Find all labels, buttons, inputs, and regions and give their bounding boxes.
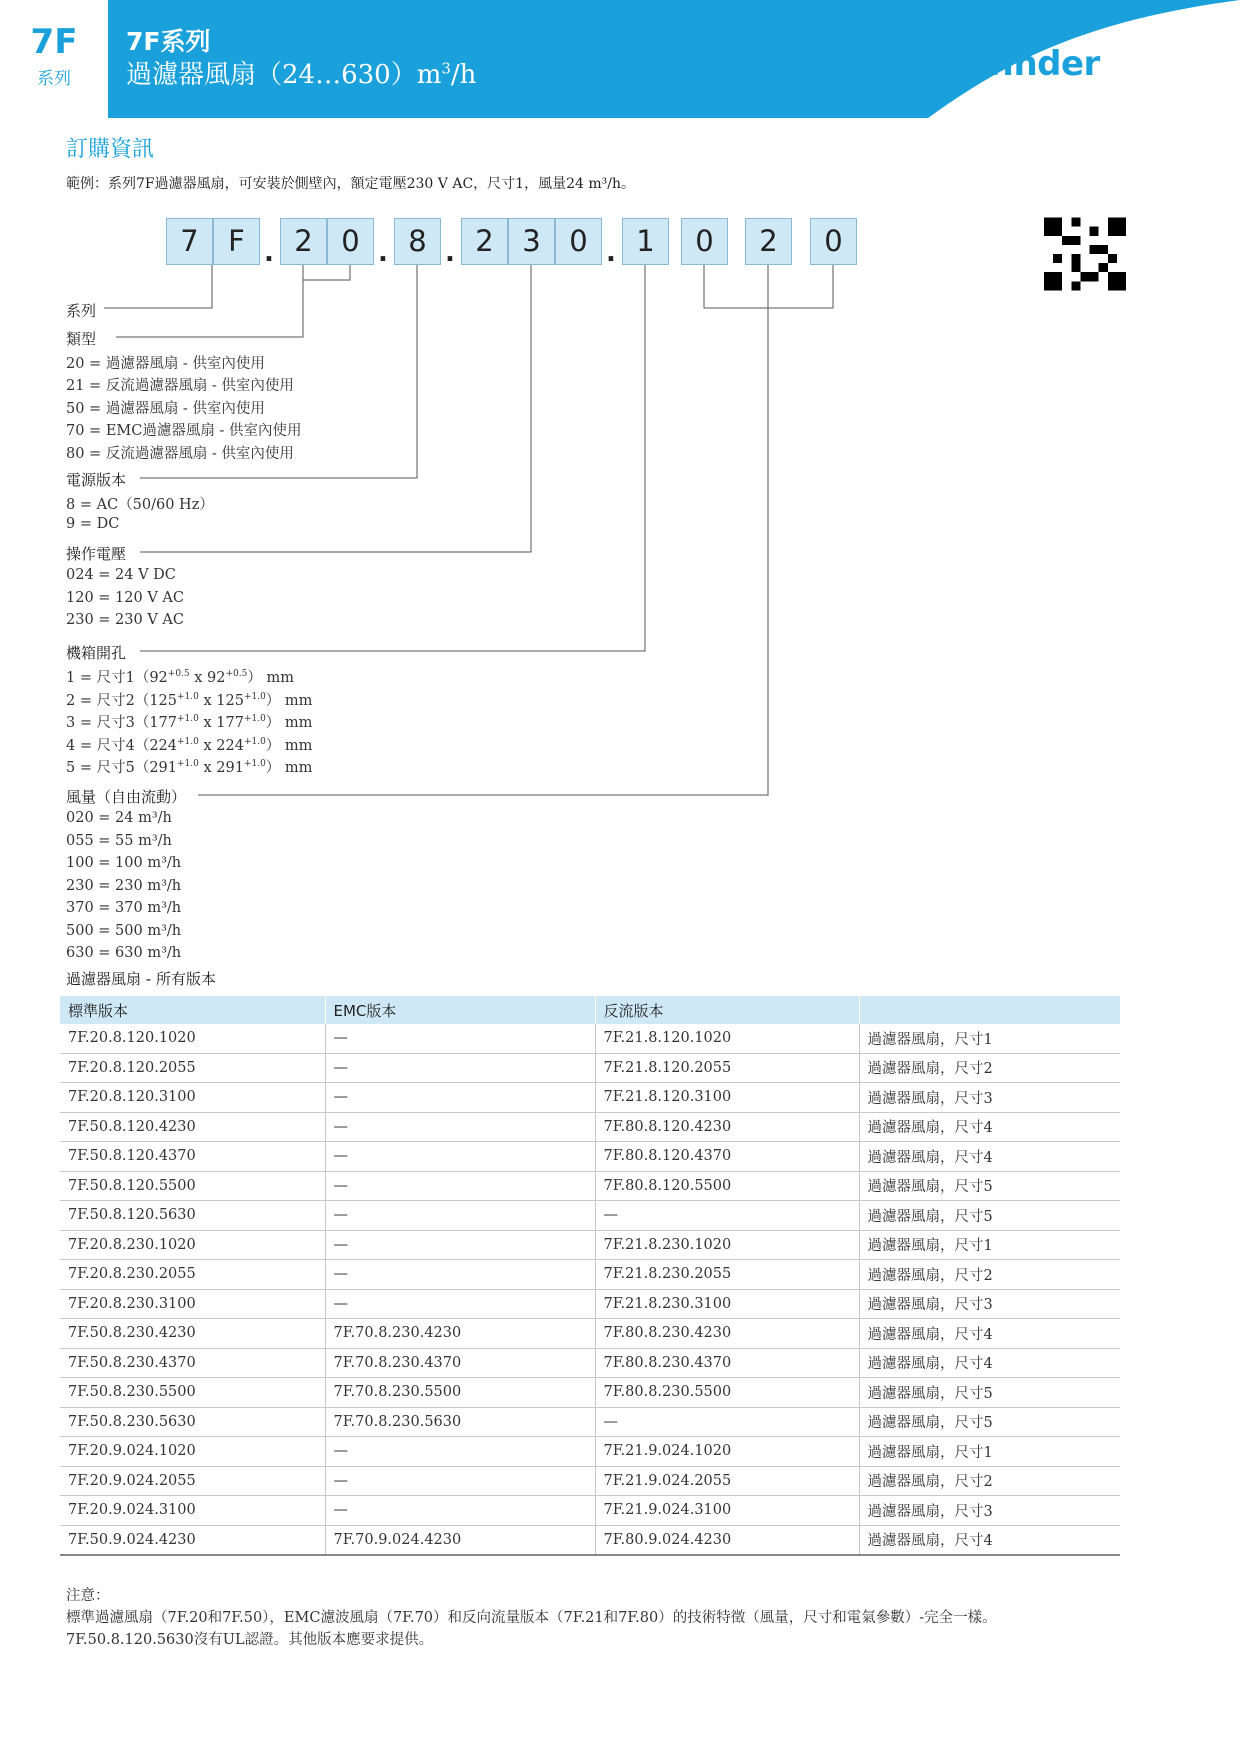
cell-emc: — <box>325 1024 595 1053</box>
cell-emc: 7F.70.8.230.4230 <box>325 1319 595 1349</box>
cell-standard: 7F.20.9.024.3100 <box>60 1496 325 1526</box>
table-row <box>60 1407 1120 1437</box>
code-dot: . <box>378 238 388 268</box>
code-char-4: 0 <box>327 218 374 265</box>
qr-code <box>1044 217 1126 291</box>
group-cutout-title: 機箱開孔 <box>66 642 132 663</box>
code-char-1: 7 <box>166 218 213 265</box>
header-title: 7F系列 <box>126 27 211 56</box>
cell-description: 過濾器風扇，尺寸2 <box>859 1053 1120 1083</box>
cell-reverse: 7F.21.9.024.1020 <box>595 1437 859 1467</box>
power-option: 8 = AC（50/60 Hz） <box>66 497 214 513</box>
cell-reverse: 7F.21.9.024.3100 <box>595 1496 859 1526</box>
cell-description: 過濾器風扇，尺寸4 <box>859 1319 1120 1349</box>
table-row <box>60 1525 1120 1555</box>
group-type-title: 類型 <box>66 328 102 349</box>
code-char-10: 0 <box>681 218 728 265</box>
cell-standard: 7F.50.8.120.4230 <box>60 1112 325 1142</box>
group-airflow-title: 風量（自由流動） <box>66 786 192 807</box>
cell-emc: — <box>325 1289 595 1319</box>
cell-reverse: 7F.21.8.120.3100 <box>595 1083 859 1113</box>
code-dot: . <box>445 238 455 268</box>
cell-standard: 7F.20.9.024.2055 <box>60 1466 325 1496</box>
type-option: 70 = EMC過濾器風扇 - 供室內使用 <box>66 423 302 439</box>
cell-reverse: 7F.21.8.230.1020 <box>595 1230 859 1260</box>
airflow-option: 100 = 100 m³/h <box>66 855 182 871</box>
voltage-option: 230 = 230 V AC <box>66 612 184 628</box>
cell-standard: 7F.50.8.230.4370 <box>60 1348 325 1378</box>
cell-emc: 7F.70.8.230.4370 <box>325 1348 595 1378</box>
cutout-option: 5 = 尺寸$5(291^{+1.0}$ x $291^{+1.0}$） mm <box>66 759 313 776</box>
code-char-9: 1 <box>622 218 669 265</box>
table-title: 過濾器風扇 - 所有版本 <box>66 970 216 988</box>
cell-emc: — <box>325 1053 595 1083</box>
airflow-option: 370 = 370 m³/h <box>66 900 182 916</box>
cutout-option: 3 = 尺寸$3(177^{+1.0}$ x $177^{+1.0}$） mm <box>66 714 313 731</box>
voltage-option: 120 = 120 V AC <box>66 590 184 606</box>
table-row <box>60 1319 1120 1349</box>
cell-description: 過濾器風扇，尺寸2 <box>859 1260 1120 1290</box>
cutout-option: 1 = 尺寸$1(92^{+0.5}$ x $92^{+0.5}$） mm <box>66 669 294 686</box>
type-option: 20 = 過濾器風扇 - 供室內使用 <box>66 356 265 372</box>
cell-emc: 7F.70.8.230.5500 <box>325 1378 595 1408</box>
cell-standard: 7F.20.8.120.3100 <box>60 1083 325 1113</box>
cell-emc: — <box>325 1230 595 1260</box>
cell-description: 過濾器風扇，尺寸1 <box>859 1230 1120 1260</box>
cell-description: 過濾器風扇，尺寸1 <box>859 1437 1120 1467</box>
cell-emc: — <box>325 1437 595 1467</box>
table-row <box>60 1024 1120 1053</box>
airflow-option: 630 = 630 m³/h <box>66 945 182 961</box>
cell-emc: — <box>325 1466 595 1496</box>
table-row <box>60 1053 1120 1083</box>
cell-emc: — <box>325 1201 595 1231</box>
cell-emc: — <box>325 1171 595 1201</box>
cell-emc: — <box>325 1260 595 1290</box>
cell-standard: 7F.20.8.120.1020 <box>60 1024 325 1053</box>
cell-emc: — <box>325 1112 595 1142</box>
code-char-5: 8 <box>394 218 441 265</box>
airflow-option: 500 = 500 m³/h <box>66 923 182 939</box>
cell-description: 過濾器風扇，尺寸4 <box>859 1142 1120 1172</box>
type-option: 21 = 反流過濾器風扇 - 供室內使用 <box>66 378 294 394</box>
cell-reverse: 7F.21.8.230.3100 <box>595 1289 859 1319</box>
table-row <box>60 1201 1120 1231</box>
cell-description: 過濾器風扇，尺寸3 <box>859 1083 1120 1113</box>
col-header-description <box>859 996 1120 1024</box>
code-dot: . <box>264 238 274 268</box>
cell-reverse: 7F.21.8.120.1020 <box>595 1024 859 1053</box>
col-header-reverse: 反流版本 <box>595 996 859 1024</box>
cell-description: 過濾器風扇，尺寸5 <box>859 1201 1120 1231</box>
cell-description: 過濾器風扇，尺寸5 <box>859 1407 1120 1437</box>
cell-reverse: — <box>595 1201 859 1231</box>
header-series-block <box>0 0 108 118</box>
cell-emc: 7F.70.9.024.4230 <box>325 1525 595 1555</box>
airflow-option: 020 = 24 m³/h <box>66 810 172 826</box>
table-row <box>60 1378 1120 1408</box>
cell-description: 過濾器風扇，尺寸3 <box>859 1289 1120 1319</box>
table-row <box>60 1466 1120 1496</box>
notes-line: 7F.50.8.120.5630沒有UL認證。其他版本應要求提供。 <box>66 1632 434 1648</box>
table-row <box>60 1260 1120 1290</box>
cell-emc: — <box>325 1496 595 1526</box>
col-header-emc: EMC版本 <box>325 996 595 1024</box>
cell-standard: 7F.20.8.120.2055 <box>60 1053 325 1083</box>
code-char-3: 2 <box>280 218 327 265</box>
code-char-12: 0 <box>810 218 857 265</box>
cell-description: 過濾器風扇，尺寸5 <box>859 1171 1120 1201</box>
cell-reverse: — <box>595 1407 859 1437</box>
header-subtitle: 過濾器風扇$(24\dots 630)m^3/h$ <box>126 59 477 90</box>
voltage-option: 024 = 24 V DC <box>66 567 176 583</box>
notes <box>66 1585 997 1651</box>
cell-emc: 7F.70.8.230.5630 <box>325 1407 595 1437</box>
ordering-example: 範例：系列7F過濾器風扇，可安裝於側壁內，額定電壓230 V AC，尺寸1，風量24 m³/h。 <box>66 176 635 192</box>
series-code: 7F <box>30 22 78 62</box>
cell-reverse: 7F.21.8.120.2055 <box>595 1053 859 1083</box>
cell-description: 過濾器風扇，尺寸4 <box>859 1348 1120 1378</box>
group-power-title: 電源版本 <box>66 469 132 490</box>
cell-reverse: 7F.21.8.230.2055 <box>595 1260 859 1290</box>
cell-reverse: 7F.80.9.024.4230 <box>595 1525 859 1555</box>
cell-reverse: 7F.80.8.120.4370 <box>595 1142 859 1172</box>
code-char-11: 2 <box>745 218 792 265</box>
col-header-standard: 標準版本 <box>60 996 325 1024</box>
cell-description: 過濾器風扇，尺寸2 <box>859 1466 1120 1496</box>
cell-emc: — <box>325 1142 595 1172</box>
cell-reverse: 7F.80.8.230.4370 <box>595 1348 859 1378</box>
cutout-option: 4 = 尺寸$4(224^{+1.0}$ x $224^{+1.0}$） mm <box>66 737 313 754</box>
table-row <box>60 1437 1120 1467</box>
cell-description: 過濾器風扇，尺寸1 <box>859 1024 1120 1053</box>
cell-standard: 7F.50.8.120.5500 <box>60 1171 325 1201</box>
group-series-title: 系列 <box>66 300 102 321</box>
table-row <box>60 1496 1120 1526</box>
finder-logo-icon <box>940 44 986 90</box>
table-row <box>60 1171 1120 1201</box>
cell-standard: 7F.50.8.120.5630 <box>60 1201 325 1231</box>
cell-reverse: 7F.80.8.120.4230 <box>595 1112 859 1142</box>
code-dot: . <box>606 238 616 268</box>
code-char-6: 2 <box>461 218 508 265</box>
code-char-7: 3 <box>508 218 555 265</box>
cell-emc: — <box>325 1083 595 1113</box>
cell-standard: 7F.50.8.230.4230 <box>60 1319 325 1349</box>
cell-reverse: 7F.80.8.230.4230 <box>595 1319 859 1349</box>
versions-table <box>60 996 1120 1556</box>
code-char-2: F <box>213 218 260 265</box>
group-voltage-title: 操作電壓 <box>66 543 132 564</box>
cell-standard: 7F.20.8.230.1020 <box>60 1230 325 1260</box>
table-row <box>60 1348 1120 1378</box>
cell-description: 過濾器風扇，尺寸4 <box>859 1525 1120 1555</box>
cell-reverse: 7F.80.8.120.5500 <box>595 1171 859 1201</box>
table-row <box>60 1112 1120 1142</box>
notes-title: 注意： <box>66 1588 110 1604</box>
cell-standard: 7F.50.9.024.4230 <box>60 1525 325 1555</box>
table-row <box>60 1230 1120 1260</box>
finder-logo-text: finder <box>988 44 1100 84</box>
cutout-option: 2 = 尺寸$2(125^{+1.0}$ x $125^{+1.0}$） mm <box>66 692 313 709</box>
code-char-8: 0 <box>555 218 602 265</box>
cell-description: 過濾器風扇，尺寸4 <box>859 1112 1120 1142</box>
cell-standard: 7F.20.8.230.3100 <box>60 1289 325 1319</box>
series-label: 系列 <box>37 69 71 89</box>
cell-description: 過濾器風扇，尺寸3 <box>859 1496 1120 1526</box>
airflow-option: 230 = 230 m³/h <box>66 878 182 894</box>
type-option: 80 = 反流過濾器風扇 - 供室內使用 <box>66 446 294 462</box>
cell-standard: 7F.50.8.230.5500 <box>60 1378 325 1408</box>
cell-description: 過濾器風扇，尺寸5 <box>859 1378 1120 1408</box>
cell-standard: 7F.50.8.120.4370 <box>60 1142 325 1172</box>
finder-logo <box>940 40 1120 96</box>
table-row <box>60 1289 1120 1319</box>
notes-line: 標準過濾風扇（7F.20和7F.50），EMC濾波風扇（7F.70）和反向流量版本（7F.21和7F.80）的技術特徵（風量，尺寸和電氣參數）-完全一樣。 <box>66 1610 997 1626</box>
table-row <box>60 1142 1120 1172</box>
airflow-option: 055 = 55 m³/h <box>66 833 172 849</box>
cell-standard: 7F.20.9.024.1020 <box>60 1437 325 1467</box>
type-option: 50 = 過濾器風扇 - 供室內使用 <box>66 401 265 417</box>
cell-standard: 7F.50.8.230.5630 <box>60 1407 325 1437</box>
cell-standard: 7F.20.8.230.2055 <box>60 1260 325 1290</box>
table-header-row <box>60 996 1120 1024</box>
table-row <box>60 1083 1120 1113</box>
power-option: 9 = DC <box>66 516 120 532</box>
cell-reverse: 7F.80.8.230.5500 <box>595 1378 859 1408</box>
ordering-title: 訂購資訊 <box>66 137 155 162</box>
cell-reverse: 7F.21.9.024.2055 <box>595 1466 859 1496</box>
